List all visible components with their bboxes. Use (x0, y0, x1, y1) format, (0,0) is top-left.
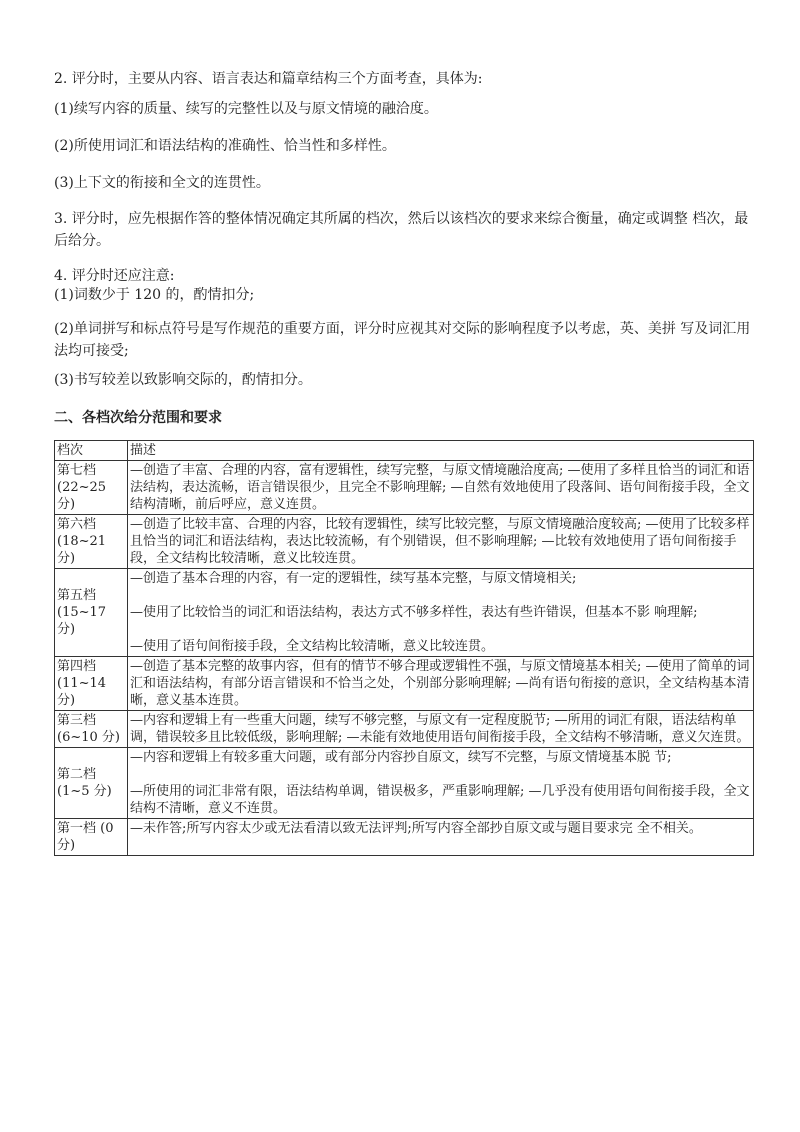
level-cell (55, 657, 128, 711)
level-name: 第六档 (57, 517, 97, 532)
desc-cell (128, 569, 754, 657)
rule-2: 2. 评分时，主要从内容、语言表达和篇章结构三个方面考查，具体为: (54, 71, 483, 87)
section-title: 二、各档次给分范围和要求 (54, 410, 222, 426)
table-row (55, 657, 754, 711)
table-row (55, 461, 754, 515)
rule-4-3: (3)书写较差以致影响交际的，酌情扣分。 (54, 372, 312, 388)
desc-part: —创造了基本合理的内容，有一定的逻辑性，续写基本完整，与原文情境相关; (130, 571, 577, 586)
table-row (55, 569, 754, 657)
level-range: (22~25 分) (57, 480, 107, 512)
desc-cell: —未作答;所写内容太少或无法看清以致无法评判;所写内容全部抄自原文或与题目要求完 全不相关。 (128, 819, 754, 856)
rule-2-3: (3)上下文的衔接和全文的连贯性。 (54, 175, 270, 191)
rule-3: 3. 评分时，应先根据作答的整体情况确定其所属的档次，然后以该档次的要求来综合衡量，确定或调整 档次，最后给分。 (54, 211, 749, 249)
level-range: (1~5 分) (57, 784, 112, 799)
level-range: (15~17 分) (57, 605, 107, 637)
level-range: (11~14 分) (57, 676, 107, 708)
table-header-row (55, 441, 754, 461)
header-level: 档次 (55, 441, 128, 461)
desc-part: —使用了语句间衔接手段，全文结构比较清晰，意义比较连贯。 (130, 639, 495, 654)
scoring-table (54, 440, 754, 856)
level-cell: 第一档 (0 分) (55, 819, 128, 856)
level-cell (55, 748, 128, 819)
level-name: 第三档 (57, 713, 97, 728)
header-desc: 描述 (128, 441, 754, 461)
rule-4-1: (1)词数少于 120 的，酌情扣分; (54, 287, 255, 303)
desc-part: —所使用的词汇非常有限，语法结构单调，错误极多，严重影响理解; —几乎没有使用语句间衔接手段，全文结构不清晰，意义不连贯。 (130, 784, 750, 816)
table-row (55, 515, 754, 569)
level-cell (55, 515, 128, 569)
level-range: (6~10 分) (57, 730, 120, 745)
level-name: 第五档 (57, 588, 97, 603)
level-name: 第四档 (57, 659, 97, 674)
table-row (55, 748, 754, 819)
desc-cell: —创造了比较丰富、合理的内容，比较有逻辑性，续写比较完整，与原文情境融洽度较高; —使用了比较多样且恰当的词汇和语法结构，表达比较流畅，有个别错误，但不影响理解; —比较有效地使用了语句间衔接手段，全文结构比较清晰，意义比较连贯。 (128, 515, 754, 569)
level-name: 第二档 (57, 767, 97, 782)
rule-4-2: (2)单词拼写和标点符号是写作规范的重要方面，评分时应视其对交际的影响程度予以考虑，英、美拼 写及词汇用法均可接受; (54, 321, 751, 359)
level-range: (18~21 分) (57, 534, 107, 566)
desc-cell: —创造了丰富、合理的内容，富有逻辑性，续写完整，与原文情境融洽度高; —使用了多样且恰当的词汇和语法结构，表达流畅，语言错误很少，且完全不影响理解; —自然有效地使用了段落间、语句间衔接手段，全文结构清晰，前后呼应，意义连贯。 (128, 461, 754, 515)
level-cell (55, 569, 128, 657)
desc-part: —使用了比较恰当的词汇和语法结构，表达方式不够多样性，表达有些许错误，但基本不影 响理解; (130, 605, 698, 620)
rule-2-2: (2)所使用词汇和语法结构的准确性、恰当性和多样性。 (54, 138, 396, 154)
rule-2-1: (1)续写内容的质量、续写的完整性以及与原文情境的融洽度。 (54, 101, 438, 117)
level-cell (55, 461, 128, 515)
desc-cell: —内容和逻辑上有一些重大问题，续写不够完整，与原文有一定程度脱节; —所用的词汇有限，语法结构单调，错误较多且比较低级，影响理解; —未能有效地使用语句间衔接手段，全文结构不够清晰，意义欠连贯。 (128, 711, 754, 748)
table-row (55, 711, 754, 748)
level-cell (55, 711, 128, 748)
desc-part: —内容和逻辑上有较多重大问题，或有部分内容抄自原文，续写不完整，与原文情境基本脱 节; (130, 750, 672, 765)
level-name: 第七档 (57, 463, 97, 478)
rule-4: 4. 评分时还应注意: (54, 268, 175, 284)
desc-cell: —创造了基本完整的故事内容，但有的情节不够合理或逻辑性不强，与原文情境基本相关; —使用了简单的词汇和语法结构，有部分语言错误和不恰当之处，个别部分影响理解; —尚有语句衔接的意识，全文结构基本清晰，意义基本连贯。 (128, 657, 754, 711)
desc-cell (128, 748, 754, 819)
table-row (55, 819, 754, 856)
